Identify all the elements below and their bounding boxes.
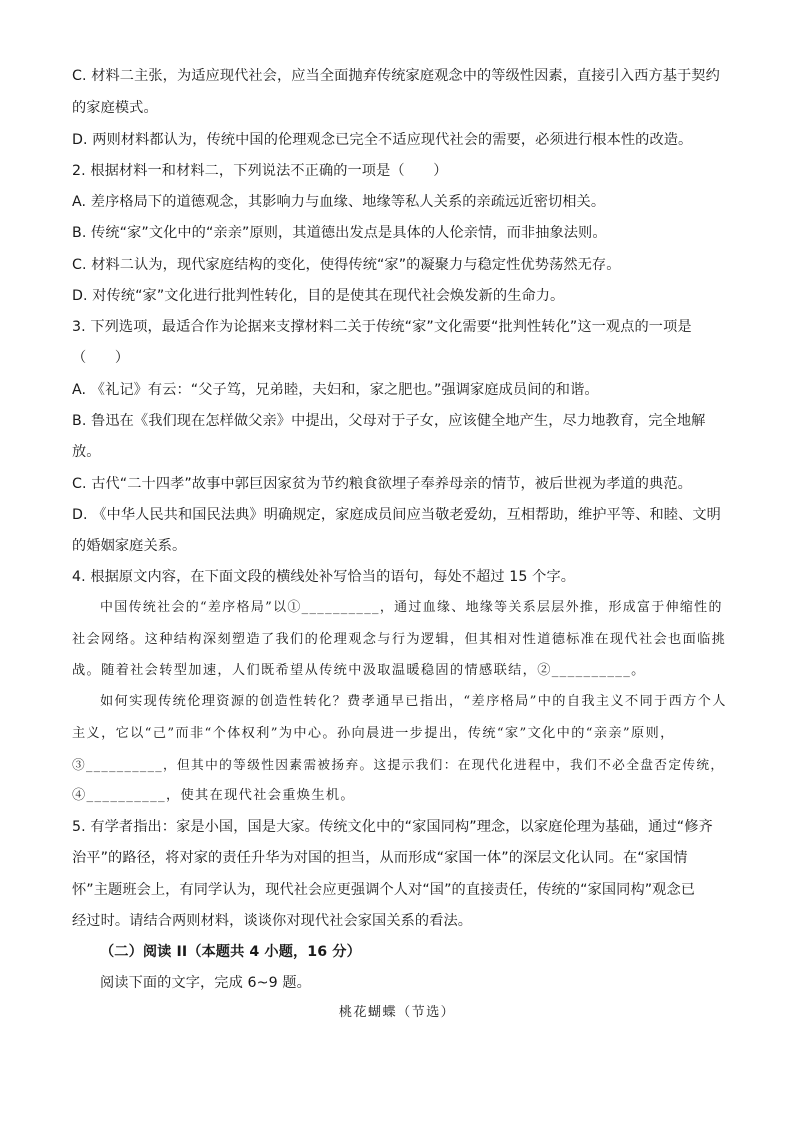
text-line: 2. 根据材料一和材料二，下列说法不正确的一项是（ ） — [72, 163, 448, 179]
text-line: 4. 根据原文内容，在下面文段的横线处补写恰当的语句，每处不超过 15 个字。 — [72, 569, 576, 585]
text-line: （二）阅读 II（本题共 4 小题，16 分） — [100, 944, 361, 960]
text-line: A. 《礼记》有云：“父子笃，兄弟睦，夫妇和，家之肥也。”强调家庭成员间的和谐。 — [72, 382, 599, 398]
text-line: D. 两则材料都认为，传统中国的伦理观念已完全不适应现代社会的需要，必须进行根本性的改造。 — [72, 132, 693, 148]
text-line: B. 传统“家”文化中的“亲亲”原则，其道德出发点是具体的人伦亲情，而非抽象法则。 — [72, 225, 607, 241]
text-line: C. 材料二认为，现代家庭结构的变化，使得传统“家”的凝聚力与稳定性优势荡然无存。 — [72, 257, 621, 273]
text-line: 中国传统社会的“差序格局”以①__________，通过血缘、地缘等关系层层外推，形成富于伸缩性的 — [100, 600, 723, 615]
text-line: A. 差序格局下的道德观念，其影响力与血缘、地缘等私人关系的亲疏远近密切相关。 — [72, 194, 606, 210]
text-line: 治平”的路径，将对家的责任升华为对国的担当，从而形成“家国一体”的深层文化认同。在“家国情 — [72, 850, 688, 866]
text-line: 主义，它以“己”而非“个体权利”为中心。孙向晨进一步提出，传统“家”文化中的“亲亲”原则， — [72, 726, 675, 741]
text-line: 怀”主题班会上，有同学认为，现代社会应更强调个人对“国”的直接责任，传统的“家国同构”观念已 — [72, 882, 696, 898]
text-line: 如何实现传统伦理资源的创造性转化？费孝通早已指出，“差序格局”中的自我主义不同于西方个人 — [100, 694, 727, 709]
text-line: 战。随着社会转型加速，人们既希望从传统中汲取温暖稳固的情感联结，②__________。 — [72, 663, 646, 678]
text-line: 经过时。请结合两则材料，谈谈你对现代社会家国关系的看法。 — [72, 913, 473, 929]
text-line: C. 材料二主张，为适应现代社会，应当全面抛弃传统家庭观念中的等级性因素，直接引入西方基于契约 — [72, 68, 720, 84]
text-line: 阅读下面的文字，完成 6~9 题。 — [100, 975, 311, 991]
text-line: （ ） — [72, 350, 130, 366]
text-line: D. 《中华人民共和国民法典》明确规定，家庭成员间应当敬老爱幼，互相帮助，维护平等、和睦、文明 — [72, 507, 721, 523]
text-line: 放。 — [72, 444, 101, 460]
text-line: ④__________，使其在现代社会重焕生机。 — [72, 788, 355, 803]
text-line: ③__________，但其中的等级性因素需被扬弃。这提示我们：在现代化进程中，我们不必全盘否定传统， — [72, 757, 725, 772]
text-line: B. 鲁迅在《我们现在怎样做父亲》中提出，父母对于子女，应该健全地产生，尽力地教育，完全地解 — [72, 413, 706, 429]
text-line: C. 古代“二十四孝”故事中郭巨因家贫为节约粮食欲埋子奉养母亲的情节，被后世视为孝道的典范。 — [72, 476, 692, 492]
text-line: 3. 下列选项，最适合作为论据来支撑材料二关于传统“家”文化需要“批判性转化”这一观点的一项是 — [72, 319, 692, 335]
text-line: 5. 有学者指出：家是小国，国是大家。传统文化中的“家国同构”理念，以家庭伦理为基础，通过“修齐 — [72, 819, 713, 835]
text-line: 的家庭模式。 — [72, 100, 158, 116]
text-line: 的婚姻家庭关系。 — [72, 538, 187, 554]
text-line: D. 对传统“家”文化进行批判性转化，目的是使其在现代社会焕发新的生命力。 — [72, 288, 565, 304]
text-line: 社会网络。这种结构深刻塑造了我们的伦理观念与行为逻辑，但其相对性道德标准在现代社会也面临挑 — [72, 632, 727, 647]
text-line: 桃花蝴蝶（节选） — [338, 1005, 456, 1020]
